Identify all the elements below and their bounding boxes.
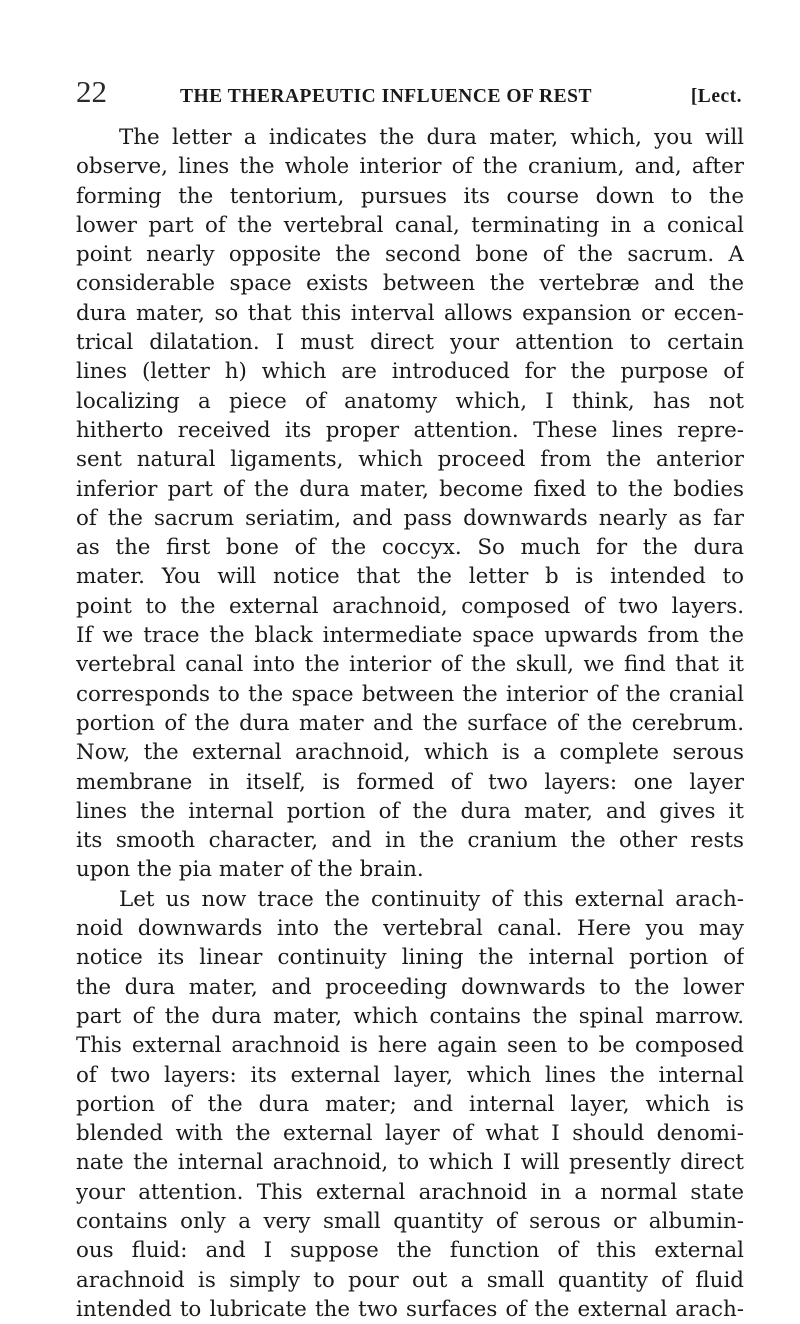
text-line: notice its linear continuity lining the internal portion of bbox=[76, 945, 744, 971]
text-line: nate the internal arachnoid, to which I will presently direct bbox=[76, 1150, 744, 1176]
body-text bbox=[76, 123, 744, 1324]
text-line: vertebral canal into the interior of the skull, we find that it bbox=[76, 652, 744, 678]
running-title: THE THERAPEUTIC INFLUENCE OF REST bbox=[180, 86, 592, 107]
text-line: part of the dura mater, which contains the spinal marrow. bbox=[76, 1003, 744, 1029]
text-line: Let us now trace the continuity of this external arach- bbox=[119, 886, 744, 912]
text-line: If we trace the black intermediate space upwards from the bbox=[76, 623, 744, 649]
text-line: forming the tentorium, pursues its course down to the bbox=[76, 183, 744, 209]
text-line: its smooth character, and in the cranium the other rests bbox=[76, 828, 744, 854]
text-line: considerable space exists between the vertebræ and the bbox=[76, 271, 744, 297]
text-line: lower part of the vertebral canal, terminating in a conical bbox=[76, 212, 744, 238]
text-line: portion of the dura mater and the surface of the cerebrum. bbox=[76, 710, 744, 736]
text-line: contains only a very small quantity of serous or albumin- bbox=[76, 1208, 744, 1234]
text-line: hitherto received its proper attention. These lines repre- bbox=[76, 417, 744, 443]
text-line: inferior part of the dura mater, become fixed to the bodies bbox=[76, 476, 744, 502]
text-line: the dura mater, and proceeding downwards to the lower bbox=[76, 974, 744, 1000]
text-line: Now, the external arachnoid, which is a complete serous bbox=[76, 740, 744, 766]
text-line: membrane in itself, is formed of two layers: one layer bbox=[76, 769, 744, 795]
text-line: of two layers: its external layer, which lines the internal bbox=[76, 1062, 744, 1088]
text-line: point nearly opposite the second bone of the sacrum. A bbox=[76, 242, 744, 268]
text-line: lines the internal portion of the dura mater, and gives it bbox=[76, 798, 744, 824]
running-head bbox=[76, 74, 742, 114]
text-line: The letter a indicates the dura mater, which, you will bbox=[119, 125, 744, 150]
text-line: dura mater, so that this interval allows expansion or eccen- bbox=[76, 300, 744, 326]
lecture-marker: [Lect. bbox=[690, 86, 742, 107]
text-line: your attention. This external arachnoid in a normal state bbox=[76, 1179, 744, 1205]
text-line: as the first bone of the coccyx. So much for the dura bbox=[76, 535, 744, 561]
text-line: ous fluid: and I suppose the function of this external bbox=[76, 1238, 744, 1264]
text-line: sent natural ligaments, which proceed from the anterior bbox=[76, 447, 744, 473]
text-line: mater. You will notice that the letter b is intended to bbox=[76, 564, 744, 590]
text-line: observe, lines the whole interior of the cranium, and, after bbox=[76, 154, 744, 180]
text-line: point to the external arachnoid, composed of two layers. bbox=[76, 593, 744, 619]
text-line: This external arachnoid is here again seen to be composed bbox=[76, 1033, 744, 1059]
text-line: intended to lubricate the two surfaces of the external arach- bbox=[76, 1296, 744, 1322]
page-number: 22 bbox=[76, 74, 107, 109]
text-line: arachnoid is simply to pour out a small quantity of fluid bbox=[76, 1267, 744, 1293]
text-line: localizing a piece of anatomy which, I think, has not bbox=[76, 388, 744, 414]
text-line: blended with the external layer of what I should denomi- bbox=[76, 1121, 744, 1147]
text-line: of the sacrum seriatim, and pass downwards nearly as far bbox=[76, 505, 744, 531]
text-line: corresponds to the space between the interior of the cranial bbox=[76, 681, 744, 707]
text-line: portion of the dura mater; and internal layer, which is bbox=[76, 1091, 744, 1117]
text-line: noid downwards into the vertebral canal. Here you may bbox=[76, 916, 744, 942]
text-line: trical dilatation. I must direct your attention to certain bbox=[76, 330, 744, 356]
text-line: upon the pia mater of the brain. bbox=[76, 857, 424, 883]
text-line: lines (letter h) which are introduced for the purpose of bbox=[76, 359, 744, 385]
